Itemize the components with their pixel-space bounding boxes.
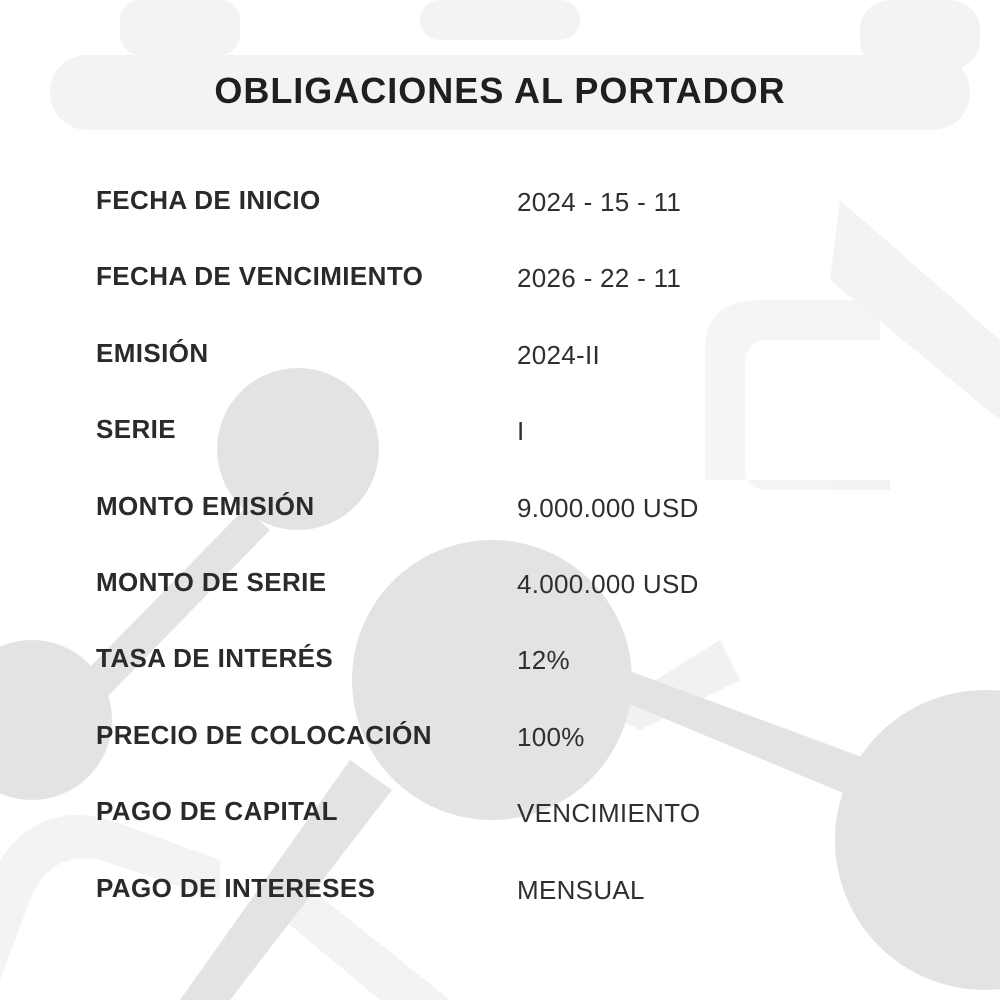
detail-label: PAGO DE INTERESES (96, 872, 376, 903)
detail-row-fecha-vencimiento (96, 259, 916, 335)
detail-row-fecha-inicio (96, 183, 916, 259)
detail-label: MONTO EMISIÓN (96, 490, 315, 521)
detail-value: 2026 - 22 - 11 (517, 263, 682, 294)
detail-row-pago-capital (96, 794, 916, 870)
detail-value: 4.000.000 USD (517, 568, 699, 599)
detail-value: 12% (517, 645, 570, 676)
detail-row-precio-colocacion (96, 718, 916, 794)
detail-label: MONTO DE SERIE (96, 566, 327, 597)
detail-value: 9.000.000 USD (517, 492, 699, 523)
detail-label: EMISIÓN (96, 337, 209, 368)
detail-label: FECHA DE INICIO (96, 185, 321, 215)
detail-value: 100% (517, 721, 585, 752)
detail-row-tasa-interes (96, 641, 916, 717)
detail-label: FECHA DE VENCIMIENTO (96, 261, 424, 292)
detail-row-pago-intereses (96, 871, 916, 947)
detail-row-emision (96, 336, 916, 412)
detail-value: VENCIMIENTO (517, 798, 701, 829)
detail-row-serie (96, 412, 916, 488)
detail-row-monto-emision (96, 489, 916, 565)
page-title: OBLIGACIONES AL PORTADOR (214, 70, 786, 111)
detail-label: PRECIO DE COLOCACIÓN (96, 719, 432, 750)
detail-label: PAGO DE CAPITAL (96, 796, 338, 827)
detail-value: I (517, 416, 525, 447)
detail-row-monto-serie (96, 565, 916, 641)
detail-value: 2024 - 15 - 11 (517, 187, 682, 217)
detail-label: TASA DE INTERÉS (96, 643, 334, 674)
detail-value: 2024-II (517, 339, 601, 370)
detail-label: SERIE (96, 414, 177, 445)
detail-value: MENSUAL (517, 874, 645, 905)
details-list (96, 183, 916, 947)
